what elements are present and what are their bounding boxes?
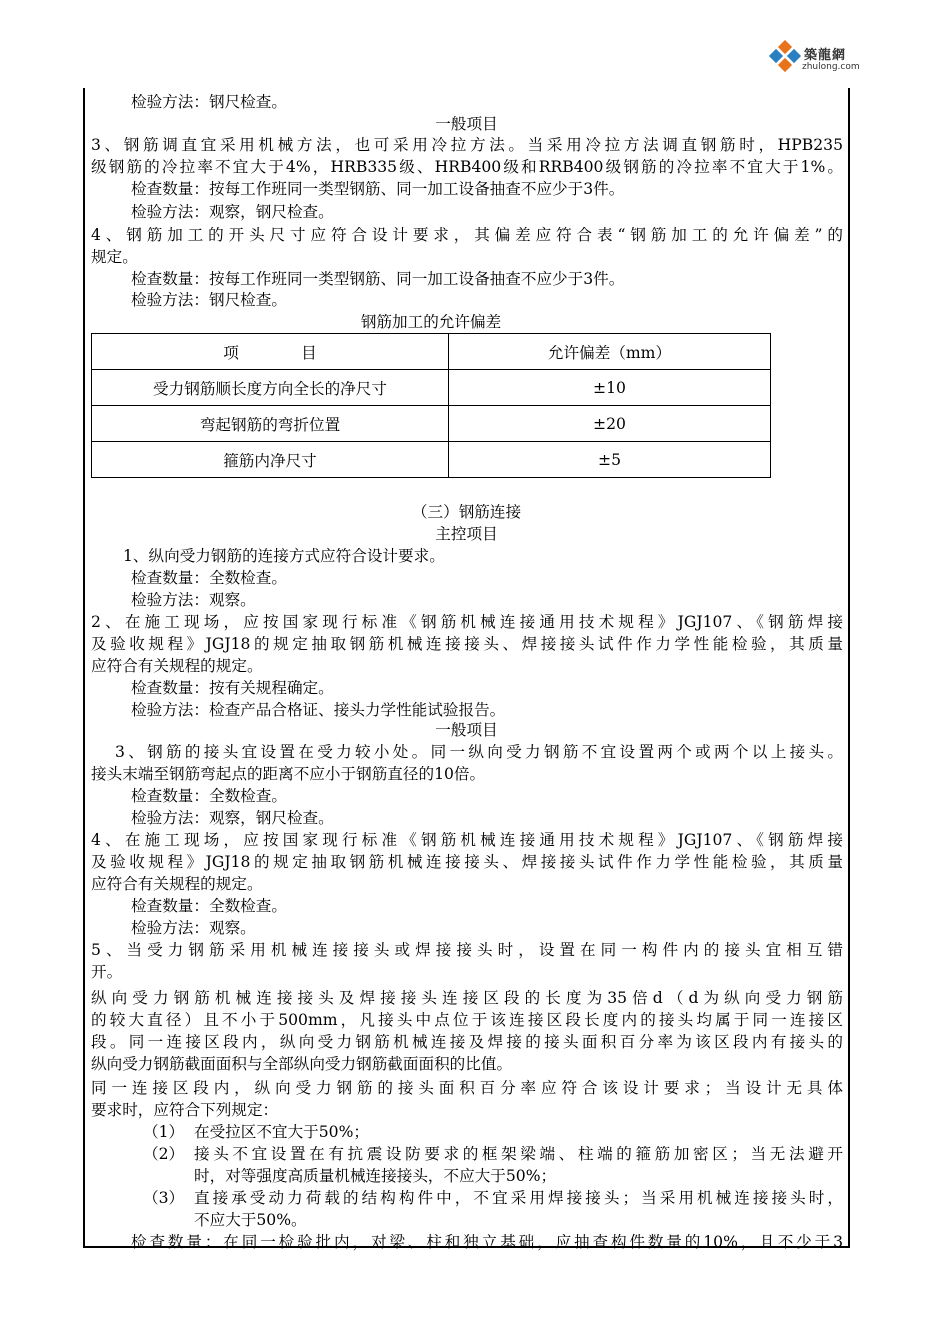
section-heading: 一般项目: [435, 115, 498, 133]
text-line: 检查数量：按每工作班同一类型钢筋、同一加工设备抽查不应少于3件。: [131, 180, 625, 198]
text-line: 检查数量：全数检查。: [131, 787, 287, 805]
table-cell: ±20: [449, 406, 771, 442]
list-item-text: 在受拉区不宜大于50%；: [194, 1123, 370, 1141]
table-caption: 钢筋加工的允许偏差: [360, 313, 502, 331]
table-row: [92, 442, 771, 478]
text-line: 检验方法：观察。: [131, 591, 256, 609]
text-line: 检查数量：按有关规程确定。: [131, 679, 334, 697]
text-line: 应符合有关规程的规定。: [91, 875, 263, 893]
text-line: 及验收规程》JGJ18的规定抽取钢筋机械连接接头、焊接接头试件作力学性能检验，其质量: [91, 853, 843, 871]
text-line: 的较大直径）且不小于500mm，凡接头中点位于该连接区段长度内的接头均属于同一连接区: [91, 1011, 843, 1029]
text-line: 5、当受力钢筋采用机械连接接头或焊接接头时，设置在同一构件内的接头宜相互错: [91, 941, 843, 959]
section-heading: （三）钢筋连接: [411, 503, 522, 521]
logo-brand-text: 築龍網: [804, 48, 847, 63]
logo-diamond-icon: [768, 40, 802, 74]
table-cell: ±5: [449, 442, 771, 478]
table-row: [92, 406, 771, 442]
text-line: 检验方法：钢尺检查。: [131, 291, 287, 309]
text-line: 检查数量：按每工作班同一类型钢筋、同一加工设备抽查不应少于3件。: [131, 270, 625, 288]
text-line: 检验方法：观察。: [131, 919, 256, 937]
text-line: 3、钢筋的接头宜设置在受力较小处。同一纵向受力钢筋不宜设置两个或两个以上接头。: [115, 743, 843, 761]
table-header-cell: 允许偏差（mm）: [449, 334, 771, 370]
text-line: 1、纵向受力钢筋的连接方式应符合设计要求。: [123, 547, 445, 565]
text-line: 4、钢筋加工的开头尺寸应符合设计要求，其偏差应符合表“钢筋加工的允许偏差”的: [91, 226, 843, 244]
section-heading: 主控项目: [435, 525, 498, 543]
list-item-text: 时，对等强度高质量机械连接接头，不应大于50%；: [194, 1167, 557, 1185]
table-cell: 受力钢筋顺长度方向全长的净尺寸: [92, 370, 449, 406]
tolerance-table: [91, 333, 771, 478]
text-line: 检验方法：观察，钢尺检查。: [131, 809, 334, 827]
text-line: 检验方法：观察，钢尺检查。: [131, 203, 334, 221]
list-item-text: 直接承受动力荷载的结构构件中，不宜采用焊接接头；当采用机械连接接头时，: [194, 1189, 843, 1207]
text-line: 开。: [91, 963, 123, 981]
text-line: 接头末端至钢筋弯起点的距离不应小于钢筋直径的10倍。: [91, 765, 486, 783]
text-line: 4、在施工现场，应按国家现行标准《钢筋机械连接通用技术规程》JGJ107、《钢筋焊接: [91, 831, 843, 849]
text-line: 检验方法：检查产品合格证、接头力学性能试验报告。: [131, 701, 506, 719]
text-line: 应符合有关规程的规定。: [91, 657, 263, 675]
table-cell: ±10: [449, 370, 771, 406]
text-line: 纵向受力钢筋机械连接接头及焊接接头连接区段的长度为35倍d（d为纵向受力钢筋: [91, 989, 843, 1007]
text-line: 同一连接区段内，纵向受力钢筋的接头面积百分率应符合该设计要求；当设计无具体: [91, 1079, 843, 1097]
section-heading: 一般项目: [435, 721, 498, 739]
text-line: 纵向受力钢筋截面面积与全部纵向受力钢筋截面面积的比值。: [91, 1055, 513, 1073]
text-line: 检验方法：钢尺检查。: [131, 93, 287, 111]
text-line: 级钢筋的冷拉率不宜大于4%，HRB335级、HRB400级和RRB400级钢筋的冷拉率不宜大于1%。: [91, 158, 843, 176]
text-line: 检查数量：在同一检验批内，对梁、柱和独立基础，应抽查构件数量的10%，且不少于3: [131, 1233, 843, 1251]
table-cell: 弯起钢筋的弯折位置: [92, 406, 449, 442]
text-line: 及验收规程》JGJ18的规定抽取钢筋机械连接接头、焊接接头试件作力学性能检验，其质量: [91, 635, 843, 653]
table-header-cell: 项 目: [92, 334, 449, 370]
text-line: 2、在施工现场，应按国家现行标准《钢筋机械连接通用技术规程》JGJ107、《钢筋焊接: [91, 613, 843, 631]
table-cell: 箍筋内净尺寸: [92, 442, 449, 478]
text-line: 检查数量：全数检查。: [131, 569, 287, 587]
text-line: 规定。: [91, 248, 138, 266]
list-number: （1）: [143, 1123, 185, 1141]
list-item-text: 不应大于50%。: [194, 1211, 307, 1229]
text-line: 要求时，应符合下列规定：: [91, 1101, 279, 1119]
list-number: （2）: [143, 1145, 185, 1163]
list-number: （3）: [143, 1189, 185, 1207]
zhulong-logo: [768, 40, 860, 80]
text-line: 段。同一连接区段内，纵向受力钢筋机械连接及焊接的接头面积百分率为该区段内有接头的: [91, 1033, 843, 1051]
logo-url-text: zhulong.com: [802, 62, 860, 72]
text-line: 3、钢筋调直宜采用机械方法，也可采用冷拉方法。当采用冷拉方法调直钢筋时，HPB235: [91, 136, 843, 154]
list-item-text: 接头不宜设置在有抗震设防要求的框架梁端、柱端的箍筋加密区；当无法避开: [194, 1145, 843, 1163]
text-line: 检查数量：全数检查。: [131, 897, 287, 915]
table-row: [92, 370, 771, 406]
table-header-row: [92, 334, 771, 370]
